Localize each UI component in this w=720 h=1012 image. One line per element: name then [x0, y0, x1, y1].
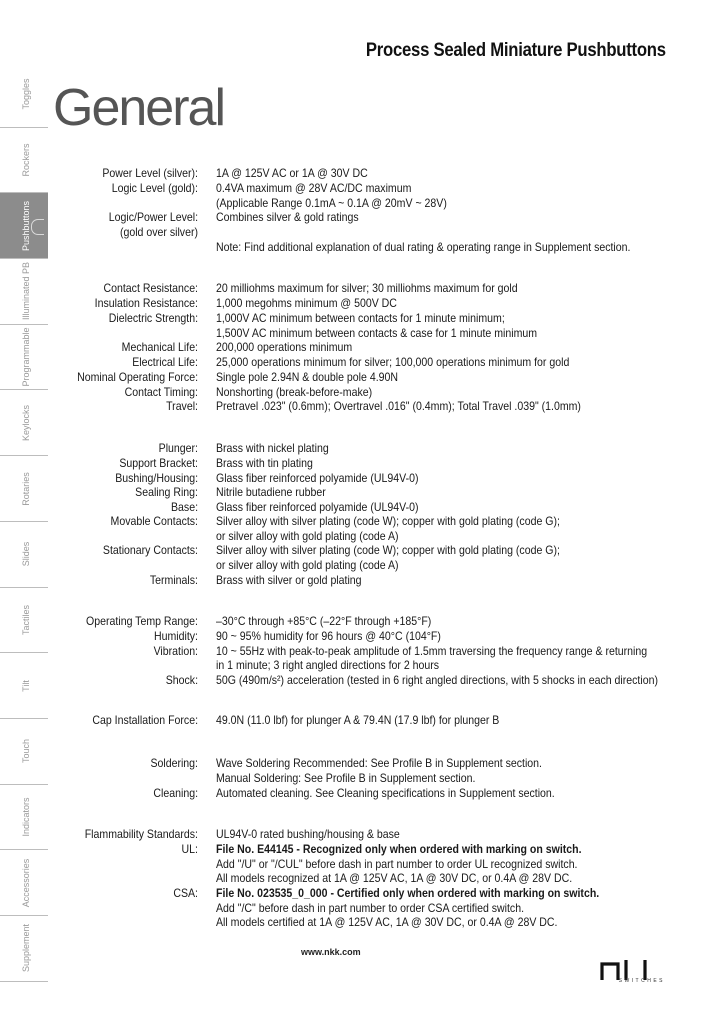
spec-value: Nonshorting (break-before-make): [216, 385, 373, 399]
spec-value: Nitrile butadiene rubber: [216, 485, 326, 499]
spec-value: Add "/C" before dash in part number to order CSA certified switch.: [216, 901, 525, 915]
spec-value: Note: Find additional explanation of dual rating & operating range in Supplement section.: [216, 240, 631, 254]
logo-tagline: SWITCHES: [618, 978, 665, 984]
spec-value: Silver alloy with silver plating (code W); copper with gold plating (code G);: [216, 514, 560, 528]
spec-value: 10 ~ 55Hz with peak-to-peak amplitude of 1.5mm traversing the frequency range & returning: [216, 644, 648, 658]
nkk-logo-mark: [599, 960, 665, 980]
spec-label: Cleaning:: [153, 786, 198, 800]
spec-label: Soldering:: [150, 756, 198, 770]
spec-label: Logic Level (gold):: [111, 181, 198, 195]
spec-value: All models recognized at 1A @ 125V AC, 1A @ 30V DC, or 0.4A @ 28V DC.: [216, 871, 573, 885]
spec-label: (gold over silver): [119, 225, 198, 239]
spec-value: Add "/U" or "/CUL" before dash in part number to order UL recognized switch.: [216, 857, 578, 871]
spec-label: Operating Temp Range:: [86, 614, 198, 628]
sidebar-tab-label: Tilt: [21, 679, 31, 692]
spec-label: Shock:: [165, 673, 198, 687]
spec-value: Brass with tin plating: [216, 456, 313, 470]
sidebar-tab-label: Tactiles: [21, 604, 31, 635]
page-header-title: Process Sealed Miniature Pushbuttons: [366, 40, 666, 61]
spec-label: Vibration:: [153, 644, 198, 658]
sidebar-tab-label: Indicators: [21, 797, 31, 837]
spec-value: Glass fiber reinforced polyamide (UL94V-0): [216, 500, 419, 514]
spec-label: Logic/Power Level:: [108, 210, 198, 224]
spec-label: Mechanical Life:: [121, 340, 198, 354]
spec-label: Plunger:: [158, 441, 198, 455]
spec-value: Single pole 2.94N & double pole 4.90N: [216, 370, 399, 384]
spec-label: Travel:: [166, 399, 198, 413]
spec-value: Brass with nickel plating: [216, 441, 329, 455]
spec-label: Contact Resistance:: [103, 281, 198, 295]
spec-value: All models certified at 1A @ 125V AC, 1A @ 30V DC, or 0.4A @ 28V DC.: [216, 915, 558, 929]
footer-url[interactable]: www.nkk.com: [301, 947, 361, 957]
spec-value: 0.4VA maximum @ 28V AC/DC maximum: [216, 181, 412, 195]
spec-value: UL94V-0 rated bushing/housing & base: [216, 827, 400, 841]
sidebar-tab-label: Accessories: [21, 858, 31, 907]
spec-label: CSA:: [173, 886, 198, 900]
sidebar-tab-accessories[interactable]: [0, 850, 48, 916]
sidebar-tab-label: Illuminated PB: [21, 262, 31, 321]
spec-label: Contact Timing:: [124, 385, 198, 399]
spec-label: Stationary Contacts:: [102, 543, 198, 557]
spec-value: 1A @ 125V AC or 1A @ 30V DC: [216, 166, 368, 180]
spec-value: Automated cleaning. See Cleaning specifications in Supplement section.: [216, 786, 555, 800]
sidebar-tab-touch[interactable]: [0, 719, 48, 785]
spec-label: Power Level (silver):: [102, 166, 198, 180]
spec-value: –30°C through +85°C (–22°F through +185°F): [216, 614, 432, 628]
spec-label: Nominal Operating Force:: [77, 370, 198, 384]
spec-label: UL:: [181, 842, 198, 856]
sidebar-tab-label: Toggles: [21, 78, 31, 110]
spec-label: Base:: [170, 500, 198, 514]
sidebar-tab-supplement[interactable]: [0, 916, 48, 982]
spec-value: Silver alloy with silver plating (code W); copper with gold plating (code G);: [216, 543, 560, 557]
spec-label: Support Bracket:: [119, 456, 198, 470]
spec-value: File No. 023535_0_000 - Certified only when ordered with marking on switch.: [216, 886, 600, 900]
section-title: General: [53, 79, 224, 137]
spec-value: in 1 minute; 3 right angled directions for 2 hours: [216, 658, 440, 672]
spec-value: File No. E44145 - Recognized only when ordered with marking on switch.: [216, 842, 582, 856]
spec-label: Bushing/Housing:: [115, 471, 198, 485]
spec-label: Movable Contacts:: [110, 514, 198, 528]
spec-label: Terminals:: [149, 573, 198, 587]
nkk-logo: [599, 960, 665, 986]
spec-value: or silver alloy with gold plating (code A): [216, 558, 399, 572]
spec-value: 200,000 operations minimum: [216, 340, 353, 354]
spec-label: Insulation Resistance:: [94, 296, 198, 310]
spec-value: Manual Soldering: See Profile B in Supplement section.: [216, 771, 476, 785]
spec-value: 1,000 megohms minimum @ 500V DC: [216, 296, 397, 310]
spec-label: Humidity:: [153, 629, 198, 643]
sidebar-tab-label: Keylocks: [21, 404, 31, 441]
spec-value: 90 ~ 95% humidity for 96 hours @ 40°C (104°F): [216, 629, 441, 643]
spec-label: Sealing Ring:: [135, 485, 198, 499]
spec-value: (Applicable Range 0.1mA ~ 0.1A @ 20mV ~ 28V): [216, 196, 447, 210]
spec-value: Brass with silver or gold plating: [216, 573, 362, 587]
spec-value: or silver alloy with gold plating (code A): [216, 529, 399, 543]
spec-label: Electrical Life:: [132, 355, 198, 369]
sidebar-tab-label: Supplement: [21, 924, 31, 973]
sidebar-tab-label: Rockers: [21, 143, 31, 177]
spec-value: Wave Soldering Recommended: See Profile B in Supplement section.: [216, 756, 542, 770]
sidebar-tab-toggles[interactable]: [0, 62, 48, 128]
spec-value: 25,000 operations minimum for silver; 100,000 operations minimum for gold: [216, 355, 570, 369]
spec-value: 1,500V AC minimum between contacts & case for 1 minute minimum: [216, 326, 538, 340]
sidebar-tab-label: Pushbuttons: [21, 200, 31, 251]
spec-value: 49.0N (11.0 lbf) for plunger A & 79.4N (17.9 lbf) for plunger B: [216, 713, 500, 727]
spec-value: Combines silver & gold ratings: [216, 210, 359, 224]
sidebar-tab-label: Programmable: [21, 327, 31, 387]
spec-label: Cap Installation Force:: [92, 713, 198, 727]
spec-value: 20 milliohms maximum for silver; 30 milliohms maximum for gold: [216, 281, 518, 295]
spec-label: Flammability Standards:: [84, 827, 198, 841]
spec-label: Dielectric Strength:: [108, 311, 198, 325]
spec-value: Glass fiber reinforced polyamide (UL94V-0): [216, 471, 419, 485]
sidebar-tab-label: Rotaries: [21, 471, 31, 506]
sidebar-tab-label: Touch: [21, 739, 31, 764]
spec-value: 50G (490m/s²) acceleration (tested in 6 right angled directions, with 5 shocks in each direction): [216, 673, 658, 687]
sidebar-tab-label: Slides: [21, 541, 31, 567]
spec-value: Pretravel .023" (0.6mm); Overtravel .016" (0.4mm); Total Travel .039" (1.0mm): [216, 399, 581, 413]
spec-value: 1,000V AC minimum between contacts for 1 minute minimum;: [216, 311, 505, 325]
